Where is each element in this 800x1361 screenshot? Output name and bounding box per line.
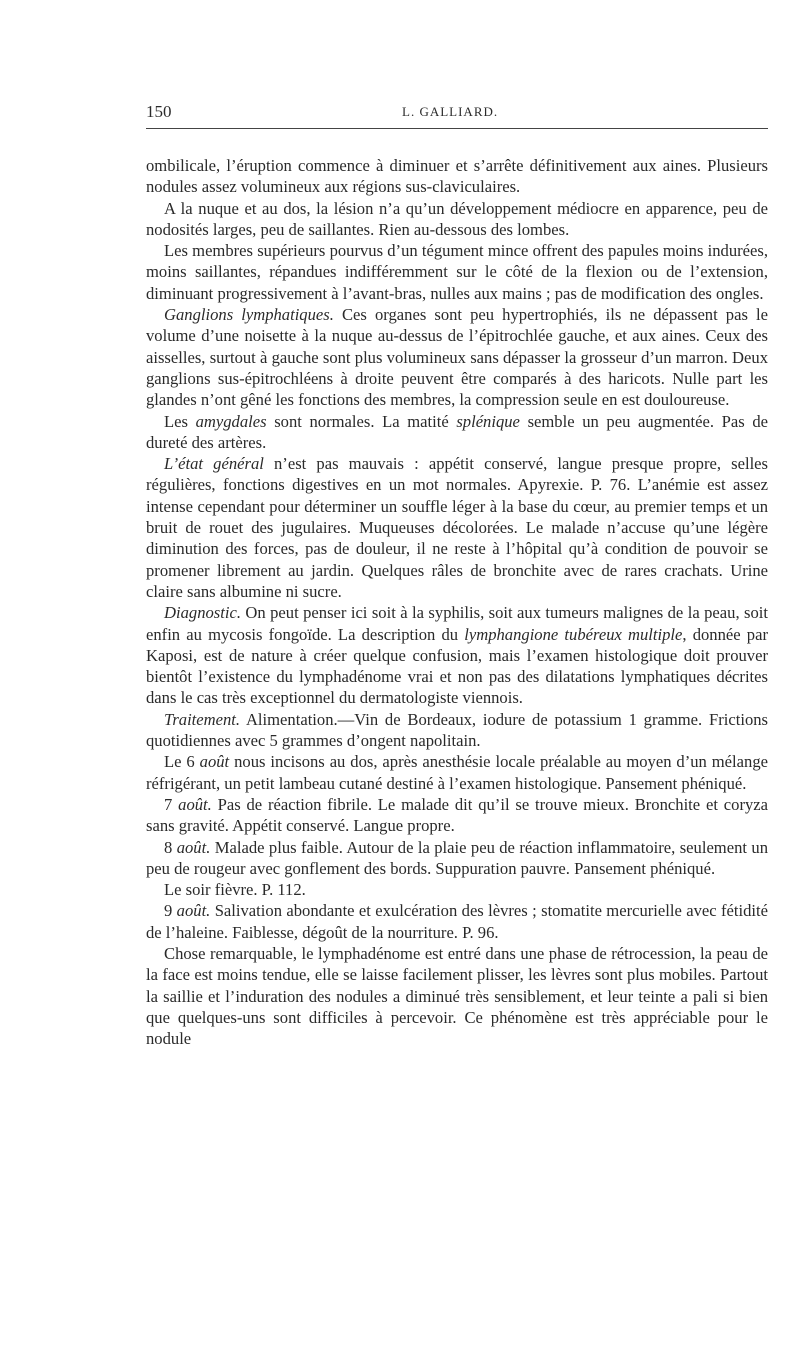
italic-text: août. <box>178 794 212 814</box>
italic-text: Diagnostic. <box>164 603 241 623</box>
italic-text: splénique <box>456 411 520 431</box>
paragraph <box>146 453 768 602</box>
text-run: Chose remarquable, le lymphadénome est entré dans une phase de rétrocession, la peau de la face est moins tendue, elle se laisse facilement plisser, les lèvres sont plus mobiles. Partout la saillie et l’induration des nodules a diminué très sensiblement, et leur teinte a pali si bien que quelques-uns sont difficiles à percevoir. Ce phénomène est très appréciable pour le nodule <box>146 943 768 1049</box>
text-run: 9 <box>164 901 177 921</box>
paragraph <box>146 837 768 880</box>
text-run: semble un peu augmentée. Pas de dureté des artères. <box>146 411 768 452</box>
body-text <box>146 155 768 1049</box>
text-run: , donnée par Kaposi, est de nature à créer quelque confusion, mais l’examen histologique doit prouver bientôt l’existence du lymphadénome vrai et non pas des dilatations lymphatiques décrites dans le cas très exceptionnel du dermatologiste viennois. <box>146 624 768 708</box>
paragraph <box>146 155 768 198</box>
page-number: 150 <box>146 102 172 121</box>
text-run: Les <box>164 411 196 431</box>
page <box>146 100 769 1049</box>
paragraph <box>146 709 768 752</box>
text-run: nous incisons au dos, après anesthésie locale préalable au moyen d’un mélange réfrigérant, un petit lambeau cutané destiné à l’examen histologique. Pansement phéniqué. <box>146 752 768 793</box>
text-run: Alimentation.—Vin de Bordeaux, iodure de potassium 1 gramme. Frictions quotidiennes avec 5 grammes d’ongent napolitain. <box>146 709 768 751</box>
italic-text: août <box>199 752 230 772</box>
text-run: Le soir fièvre. P. 112. <box>164 880 306 900</box>
italic-text: Traitement. <box>164 709 241 729</box>
text-run: Salivation abondante et exulcération des lèvres ; stomatite mercurielle avec fétidité de l’haleine. Faiblesse, dégoût de la nourriture. P. 96. <box>146 901 768 942</box>
italic-text: août. <box>176 901 211 921</box>
italic-text: août. <box>176 837 211 857</box>
paragraph <box>146 304 768 410</box>
italic-text: amygdales <box>195 411 267 431</box>
paragraph <box>146 240 768 304</box>
text-run: Malade plus faible. Autour de la plaie peu de réaction inflammatoire, seulement un peu de rougeur avec gonflement des bords. Suppuration pauvre. Pansement phéniqué. <box>146 837 768 878</box>
text-run: Le 6 <box>164 752 200 772</box>
text-run: 7 <box>164 794 179 814</box>
text-run: sont normales. La matité <box>266 411 457 431</box>
italic-text: L’état général <box>164 454 264 474</box>
italic-text: Ganglions lymphatiques. <box>164 305 334 325</box>
text-run: A la nuque et au dos, la lésion n’a qu’un développement médiocre en apparence, peu de nodosités larges, peu de saillantes. Rien au-dessous des lombes. <box>146 198 768 239</box>
paragraph <box>146 900 768 943</box>
paragraph <box>146 794 768 837</box>
page-header <box>146 100 768 124</box>
text-run: Pas de réaction fibrile. Le malade dit qu’il se trouve mieux. Bronchite et coryza sans gravité. Appétit conservé. Langue propre. <box>146 794 769 836</box>
paragraph <box>146 198 768 241</box>
running-head: L. GALLIARD. <box>402 104 499 119</box>
paragraph <box>146 411 768 454</box>
text-run: n’est pas mauvais : appétit conservé, langue presque propre, selles régulières, fonctions digestives en un mot normales. Apyrexie. P. 76. L’anémie est assez intense cependant pour déterminer un souffle léger à la base du cœur, au premier temps et un bruit de rouet des jugulaires. Muqueuses décolorées. Le malade n’accuse qu’une légère diminution des forces, pas de douleur, il ne reste à l’hôpital qu’à condition de pouvoir se promener librement au jardin. Quelques râles de bronchite avec de rares crachats. Urine claire sans albumine ni sucre. <box>146 454 769 601</box>
text-run: Les membres supérieurs pourvus d’un tégument mince offrent des papules moins indurées, moins saillantes, répandues indifféremment sur le côté de la flexion ou de l’extension, diminuant progressivement à l’avant-bras, nulles aux mains ; pas de modification des ongles. <box>146 241 768 303</box>
paragraph <box>146 602 768 708</box>
header-rule <box>146 128 768 129</box>
text-run: On peut penser ici soit à la syphilis, soit aux tumeurs malignes de la peau, soit enfin au mycosis fongoïde. La description du <box>146 603 768 644</box>
text-run: 8 <box>164 837 177 857</box>
text-run: ombilicale, l’éruption commence à diminuer et s’arrête définitivement aux aines. Plusieurs nodules assez volumineux aux régions sus-claviculaires. <box>146 156 768 197</box>
italic-text: lymphangione tubéreux multiple <box>464 624 683 644</box>
paragraph <box>146 943 768 1049</box>
paragraph <box>146 751 768 794</box>
paragraph <box>146 879 768 900</box>
text-run: Ces organes sont peu hypertrophiés, ils ne dépassent pas le volume d’une noisette à la nuque au-dessus de l’épitrochlée gauche, et aux aines. Ceux des aisselles, surtout à gauche sont plus volumineux sans dépasser la grosseur d’un marron. Deux ganglions sus-épitrochléens à droite peuvent être comparés à des haricots. Nulle part les glandes n’ont gêné les fonctions des membres, la compression seule en est douloureuse. <box>146 305 769 410</box>
